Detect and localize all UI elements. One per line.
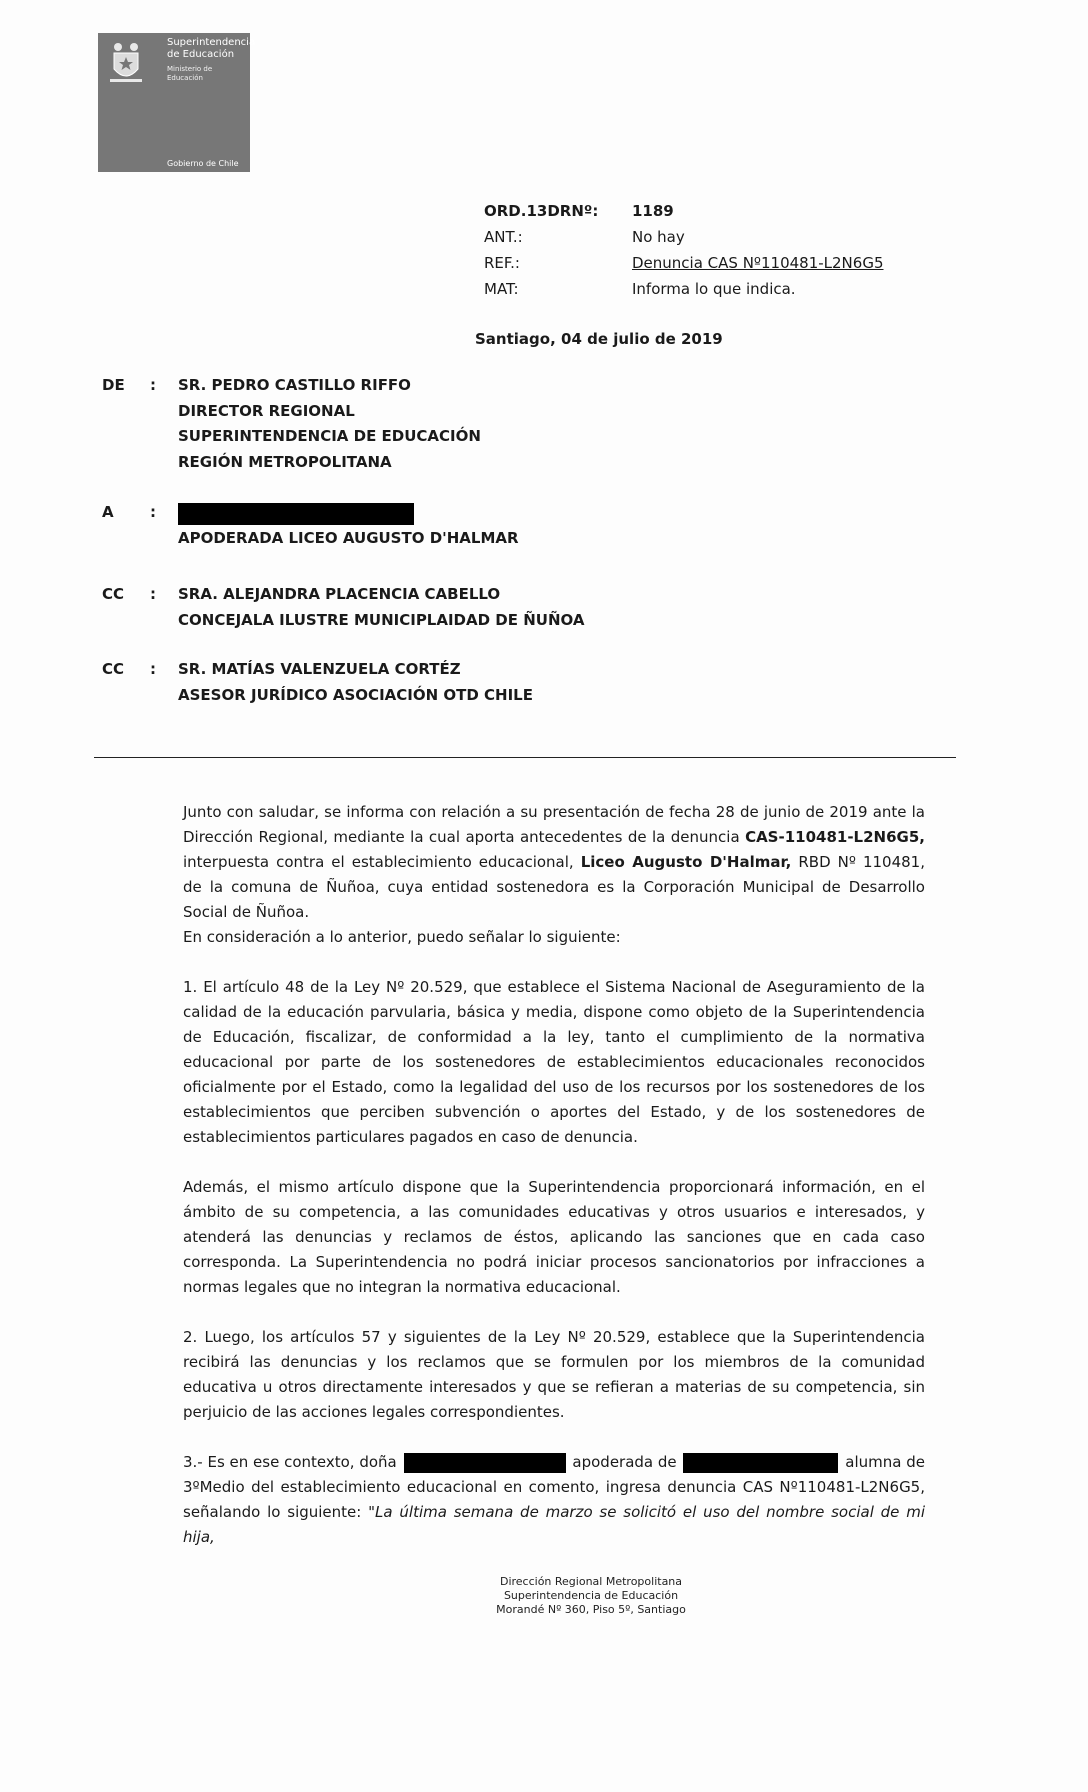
redacted-name: [404, 1453, 566, 1473]
body-text: 3.- Es en ese contexto, doña: [183, 1453, 397, 1471]
body-paragraph-4: [183, 1325, 925, 1425]
body-paragraph-1: [183, 800, 925, 950]
party-colon: :: [150, 503, 156, 521]
party-line: ASESOR JURÍDICO ASOCIACIÓN OTD CHILE: [178, 685, 533, 704]
logo-title: Superintendencia de Educación: [167, 37, 256, 60]
party-line: APODERADA LICEO AUGUSTO D'HALMAR: [178, 528, 519, 547]
reference-label: REF.:: [484, 254, 520, 272]
redacted-name: [178, 503, 678, 529]
reference-value: 1189: [632, 202, 674, 220]
body-text: apoderada de: [572, 1453, 677, 1471]
party-line: SR. PEDRO CASTILLO RIFFO: [178, 376, 411, 394]
reference-value: No hay: [632, 228, 685, 246]
reference-label: MAT:: [484, 280, 519, 298]
party-label: CC: [102, 585, 125, 603]
party-line: SRA. ALEJANDRA PLACENCIA CABELLO: [178, 585, 501, 603]
body-text: interpuesta contra el establecimiento educacional,: [183, 853, 581, 871]
case-number: CAS-110481-L2N6G5,: [745, 828, 925, 846]
reference-label: ORD.13DRNº:: [484, 202, 599, 220]
institution-logo: [98, 33, 256, 172]
party-label: DE: [102, 376, 125, 394]
party-line: DIRECTOR REGIONAL: [178, 401, 355, 420]
footer-line: Superintendencia de Educación: [503, 1589, 679, 1602]
document-date: Santiago, 04 de julio de 2019: [475, 330, 723, 348]
party-label: CC: [102, 660, 125, 678]
redacted-name: [683, 1453, 838, 1473]
party-label: A: [102, 503, 114, 521]
footer-line: Dirección Regional Metropolitana: [499, 1575, 683, 1588]
party-colon: :: [150, 376, 156, 394]
body-paragraph-2: [183, 975, 925, 1150]
body-text: En consideración a lo anterior, puedo señalar lo siguiente:: [183, 928, 621, 946]
logo-subtitle: Ministerio de Educación: [167, 65, 213, 82]
body-paragraph-3: [183, 1175, 925, 1300]
body-text: Junto con saludar, se informa con relación a su presentación de fecha 28 de junio de 2019 ante la Dirección Regional, mediante la cual aporta antecedentes de la denuncia: [183, 803, 925, 846]
body-text: RBD Nº 110481, de la comuna de Ñuñoa, cuya entidad sostenedora es la Corporación Municipal de Desarrollo Social de Ñuñoa.: [183, 853, 925, 921]
body-text: 3ºMedio del establecimiento educacional en comento, ingresa denuncia CAS Nº110481-L2N6G5, señalando lo siguiente:: [183, 1478, 925, 1521]
school-name: Liceo Augusto D'Halmar,: [580, 853, 792, 871]
party-line: CONCEJALA ILUSTRE MUNICIPLAIDAD DE ÑUÑOA: [178, 610, 585, 629]
party-line: SR. MATÍAS VALENZUELA CORTÉZ: [178, 660, 461, 678]
body-paragraph-5: [183, 1450, 925, 1550]
body-text: alumna de: [845, 1453, 925, 1471]
party-colon: :: [150, 660, 156, 678]
footer-line: Morandé Nº 360, Piso 5º, Santiago: [496, 1603, 686, 1616]
reference-value: Denuncia CAS Nº110481-L2N6G5: [632, 254, 884, 272]
party-colon: :: [150, 585, 156, 603]
body-text: 2. Luego, los artículos 57 y siguientes de la Ley Nº 20.529, establece que la Superintendencia recibirá las denuncias y los reclamos que se formulen por los miembros de la comunidad educativa u otros directamente interesados y que se refieran a materias de su competencia, sin perjuicio de las acciones legales correspondientes.: [183, 1328, 925, 1421]
quote-text: "La última semana de marzo se solicitó el uso del nombre social de mi hija,: [183, 1503, 925, 1546]
reference-label: ANT.:: [484, 228, 523, 246]
party-line: SUPERINTENDENCIA DE EDUCACIÓN: [178, 427, 481, 445]
section-divider: [94, 757, 956, 758]
logo-footer: Gobierno de Chile: [167, 159, 239, 168]
coat-of-arms-icon: [106, 39, 146, 85]
body-text: 1. El artículo 48 de la Ley Nº 20.529, que establece el Sistema Nacional de Aseguramiento de la calidad de la educación parvularia, básica y media, dispone como objeto de la Superintendencia de Educación, fiscalizar, de conformidad a la ley, tanto el cumplimiento de la normativa educacional por parte de los sostenedores de establecimientos educacionales reconocidos oficialmente por el Estado, como la legalidad del uso de los recursos por los sostenedores de los establecimientos que perciben subvención o aportes del Estado, y de los sostenedores de establecimientos particulares pagados en caso de denuncia.: [183, 978, 925, 1146]
reference-value: Informa lo que indica.: [632, 280, 796, 298]
party-line: REGIÓN METROPOLITANA: [178, 452, 392, 471]
page-footer: [400, 1575, 782, 1617]
body-text: Además, el mismo artículo dispone que la Superintendencia proporcionará información, en el ámbito de su competencia, a las comunidades educativas y otros usuarios e interesados, y atenderá las denuncias y reclamos de éstos, aplicando las sanciones que en cada caso corresponda. La Superintendencia no podrá iniciar procesos sancionatorios por infracciones a normas legales que no integran la normativa educacional.: [183, 1178, 925, 1296]
